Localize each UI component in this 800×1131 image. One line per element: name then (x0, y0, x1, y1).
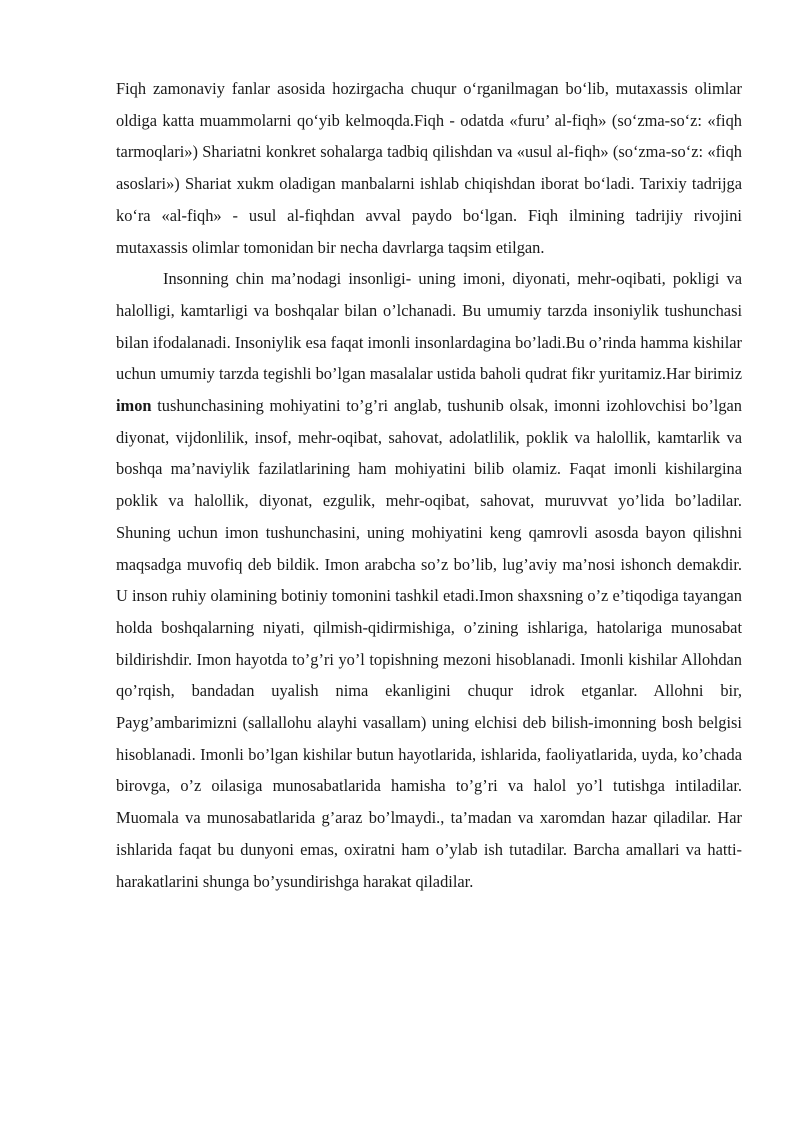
paragraph-imon-text-start: Insonning chin ma’nodagi insonligi- uning imoni, diyonati, mehr-oqibati, pokligi va halolligi, kamtarligi va boshqalar bilan o’lchanadi. Bu umumiy tarzda insoniylik tushunchasi bilan ifodalanadi. Insoniylik esa faqat imonli insonlardagina bo’ladi.Bu o’rinda hamma kishilar uchun umumiy tarzda tegishli bo’lgan masalalar ustida baholi qudrat fikr yuritamiz.Har birimiz (116, 269, 742, 384)
document-page (116, 73, 742, 897)
paragraph-imon (116, 263, 742, 897)
paragraph-imon-text-end: tushunchasining mohiyatini to’g’ri anglab, tushunib olsak, imonni izohlovchisi bo’lgan diyonat, vijdonlilik, insof, mehr-oqibat, sahovat, adolatlilik, poklik va halollik, kamtarlik va boshqa ma’naviylik fazilatlarining ham mohiyatini bilib olamiz. Faqat imonli kishilargina poklik va halollik, diyonat, ezgulik, mehr-oqibat, sahovat, muruvvat yo’lida bo’ladilar. Shuning uchun imon tushunchasini, uning mohiyatini keng qamrovli asosda bayon qilishni maqsadga muvofiq deb bildik. Imon arabcha so’z bo’lib, lug’aviy ma’nosi ishonch demakdir. U inson ruhiy olamining botiniy tomonini tashkil etadi.Imon shaxsning o’z e’tiqodiga tayangan holda boshqalarning niyati, qilmish-qidirmishiga, o’zining ishlariga, hatolariga munosabat bildirishdir. Imon hayotda to’g’ri yo’l topishning mezoni hisoblanadi. Imonli kishilar Allohdan qo’rqish, bandadan uyalish nima ekanligini chuqur idrok etganlar. Allohni bir, Payg’ambarimizni (sallallohu alayhi vasallam) uning elchisi deb bilish-imonning bosh belgisi hisoblanadi. Imonli bo’lgan kishilar butun hayotlarida, ishlarida, faoliyatlarida, uyda, ko’chada birovga, o’z oilasiga munosabatlarida hamisha to’g’ri va halol yo’l tutishga intiladilar. Muomala va munosabatlarida g’araz bo’lmaydi., ta’madan va xaromdan hazar qiladilar. Har ishlarida faqat bu dunyoni emas, oxiratni ham o’ylab ish tutadilar. Barcha amallari va hatti-harakatlarini shunga bo’ysundirishga harakat qiladilar. (116, 396, 742, 891)
paragraph-fiqh: Fiqh zamonaviy fanlar asosida hozirgacha chuqur o‘rganilmagan bo‘lib, mutaxassis olimlar oldiga katta muammolarni qo‘yib kelmoqda.Fiqh - odatda «furu’ al-fiqh» (so‘zma-so‘z: «fiqh tarmoqlari») Shariatni konkret sohalarga tadbiq qilishdan va «usul al-fiqh» (so‘zma-so‘z: «fiqh asoslari») Shariat xukm oladigan manbalarni ishlab chiqishdan iborat bo‘ladi. Tarixiy tadrijga ko‘ra «al-fiqh» - usul al-fiqhdan avval paydo bo‘lgan. Fiqh ilmining tadrijiy rivojini mutaxassis olimlar tomonidan bir necha davrlarga taqsim etilgan. (116, 79, 742, 257)
bold-term-imon: imon (116, 396, 152, 416)
